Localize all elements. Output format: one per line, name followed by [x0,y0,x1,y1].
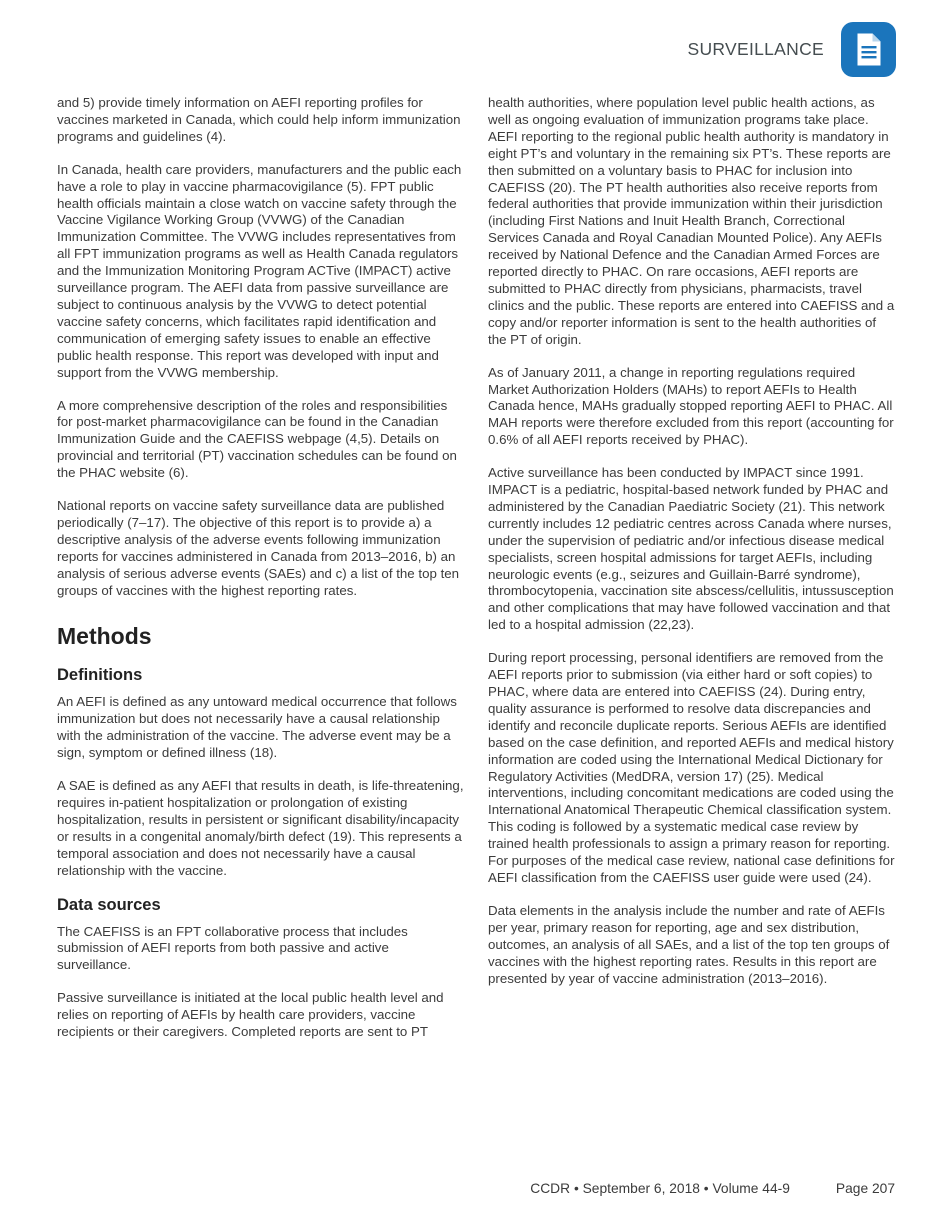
page-number: Page 207 [835,1181,895,1196]
right-column [488,95,896,1057]
document-icon [841,22,896,77]
page-header [687,22,896,77]
page-footer [530,1181,895,1196]
data-sources-heading: Data sources [57,895,161,914]
paragraph: Passive surveillance is initiated at the local public health level and relies on reporting of AEFIs by health care providers, vaccine recipients or their caregivers. Completed reports are sent to PT [57,990,444,1040]
paragraph: In Canada, health care providers, manufacturers and the public each have a role to play in vaccine pharmacovigilance (5). FPT public health officials maintain a close watch on vaccine safety through the Vaccine Vigilance Working Group (VVWG) of the Canadian Immunization Committee. The VVWG includes representatives from all FPT immunization programs as well as Health Canada regulators and the Immunization Monitoring Program ACTive (IMPACT) active surveillance program. The AEFI data from passive surveillance are subject to continuous analysis by the VVWG to detect potential vaccine safety concerns, which facilitates rapid identification and communication of emerging safety issues to enable an effective public health response. This report was developed with input and support from the VVWG membership. [57,161,462,380]
left-column [57,95,465,1057]
methods-heading: Methods [57,623,152,650]
paragraph: As of January 2011, a change in reporting regulations required Market Authorization Holders (MAHs) to report AEFIs to Health Canada hence, MAHs gradually stopped reporting AEFI to PHAC. All MAH reports were therefore excluded from this report (accounting for 0.6% of all AEFI reports received by PHAC). [488,364,894,448]
paragraph: The CAEFISS is an FPT collaborative process that includes submission of AEFI reports from both passive and active surveillance. [57,923,408,973]
definitions-heading: Definitions [57,666,143,685]
section-label: SURVEILLANCE [687,39,824,59]
article-body [57,95,896,1057]
paragraph: and 5) provide timely information on AEFI reporting profiles for vaccines marketed in Canada, which could help inform immunization programs and guidelines (4). [57,95,461,144]
paragraph: A more comprehensive description of the roles and responsibilities for post-market pharmacovigilance can be found in the Canadian Immunization Guide and the CAEFISS webpage (4,5). Details on provincial and territorial (PT) vaccination schedules can be found on the PHAC website (6). [57,397,457,481]
paragraph: Active surveillance has been conducted by IMPACT since 1991. IMPACT is a pediatric, hospital-based network funded by PHAC and administered by the Canadian Paediatric Society (21). This network currently includes 12 pediatric centres across Canada where nurses, under the supervision of pediatric and/or infectious disease medical specialists, screen hospital admissions for target AEFIs, including neurologic events (e.g., seizures and Guillain-Barré syndrome), thrombocytopenia, vaccination site abscess/cellulitis, intussusception and other complications that may have followed vaccination and that led to a hospital admission (22,23). [488,465,894,633]
paragraph: An AEFI is defined as any untoward medical occurrence that follows immunization but does not necessarily have a causal relationship with the administration of the vaccine. The adverse event may be a sign, symptom or defined illness (18). [57,694,457,761]
paragraph: Data elements in the analysis include the number and rate of AEFIs per year, primary reason for reporting, age and sex distribution, outcomes, an analysis of all SAEs, and a list of the top ten groups of vaccines with the highest reporting rates. Results in this report are presented by year of vaccine administration (2013–2016). [488,902,890,986]
journal-citation: CCDR • September 6, 2018 • Volume 44-9 [530,1181,790,1196]
paragraph: National reports on vaccine safety surveillance data are published periodically (7–17). The objective of this report is to provide a) a descriptive analysis of the adverse events following immunization reports for vaccines administered in Canada from 2013–2016, b) an analysis of serious adverse events (SAEs) and c) a list of the top ten groups of vaccines with the highest reporting rates. [57,498,460,598]
paragraph: health authorities, where population level public health actions, as well as ongoing evaluation of immunization programs take place. AEFI reporting to the regional public health authority is mandatory in eight PT’s and voluntary in the remaining six PT’s. These reports are then submitted on a voluntary basis to PHAC for inclusion into CAEFISS (20). The PT health authorities also receive reports from federal authorities that provide immunization within their jurisdiction (including First Nations and Inuit Health Branch, Correctional Services Canada and Royal Canadian Mounted Police). Any AEFIs received by National Defence and the Canadian Armed Forces are reported directly to PHAC. On rare occasions, AEFI reports are submitted to PHAC directly from physicians, pharmacists, travel clinics and the public. These reports are entered into CAEFISS and a copy and/or reporter information is sent to the health authorities of the PT of origin. [488,95,895,347]
paragraph: A SAE is defined as any AEFI that results in death, is life-threatening, requires in-patient hospitalization or prolongation of existing hospitalization, results in persistent or significant disability/incapacity or results in a congenital anomaly/birth defect (19). This represents a temporal association and does not necessarily have a causal relationship with the vaccine. [57,778,464,878]
paragraph: During report processing, personal identifiers are removed from the AEFI reports prior to submission (via either hard or soft copies) to PHAC, where data are entered into CAEFISS (24). During entry, quality assurance is performed to resolve data discrepancies and identify and reconcile duplicate reports. Serious AEFIs are identified based on the case definition, and reported AEFIs and medical history information are coded using the International Medical Dictionary for Regulatory Activities (MedDRA, version 17) (25). Medical interventions, including concomitant medications are coded using the International Anatomical Therapeutic Chemical classification system. This coding is followed by a systematic medical case review by trained health professionals to assign a primary reason for reporting. For purposes of the medical case review, national case definitions for AEFI classification from the CAEFISS user guide were used (24). [488,650,895,885]
